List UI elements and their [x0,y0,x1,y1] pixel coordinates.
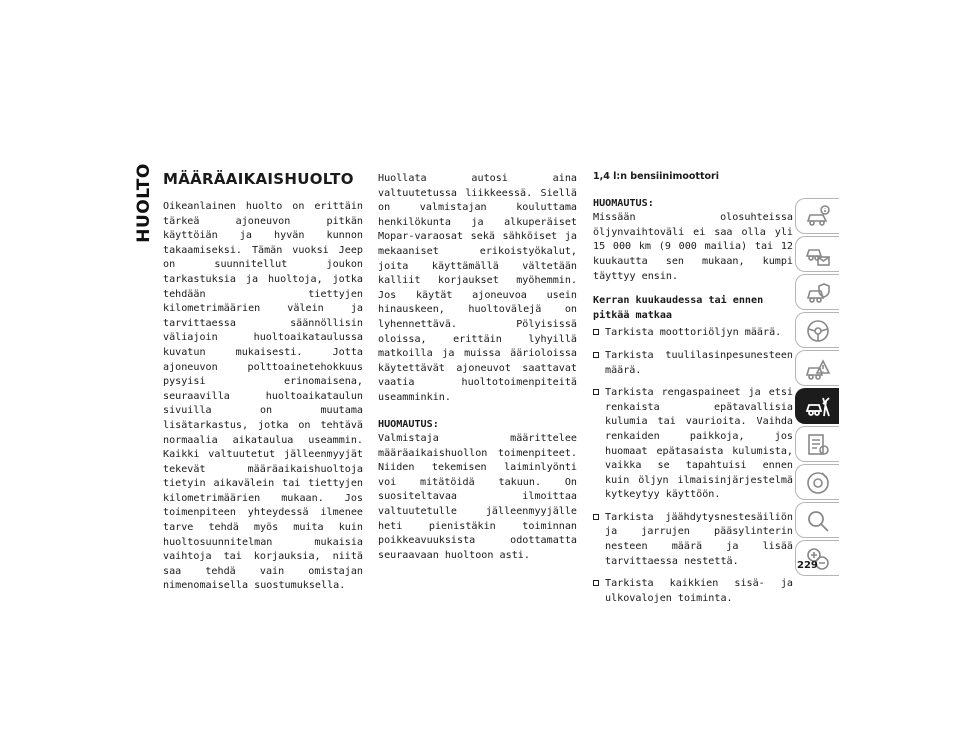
tab-car-safety[interactable] [795,274,839,310]
page-number: 229 [797,560,818,571]
section-side-tab-label: HUOLTO [134,163,154,243]
checklist-item: Tarkista kaikkien sisä- ja ulkovalojen toiminta. [593,577,793,606]
checkbox-icon [593,329,599,335]
tab-specifications[interactable] [795,426,839,462]
tab-index-search[interactable] [795,502,839,538]
tab-steering-wheel[interactable] [795,312,839,348]
column-2 [378,172,577,563]
car-info-icon [805,204,831,230]
car-safety-icon [805,280,831,306]
checklist-item: Tarkista jäähdytysnestesäiliön ja jarrujen pääsylinterin nesteen määrä ja lisää tarvittaessa nestettä. [593,511,793,569]
tab-car-maintenance[interactable] [795,388,839,424]
checkbox-icon [593,389,599,395]
steering-wheel-icon [805,318,831,344]
tab-multimedia[interactable] [795,464,839,500]
chapter-tab-rail [795,198,841,578]
car-message-icon [805,242,831,268]
note-paragraph: Valmistaja määrittelee määräaikaishuollon toimenpiteet. Niiden tekemisen laiminlyönti voi mitätöidä takuun. On suositeltavaa ilmoittaa valtuutetulle jälleenmyyjälle heti pienistäkin toiminnan poikkeavuuksista odottamatta seuraavaan huoltoon asti. [378,433,577,561]
tab-car-info[interactable] [795,198,839,234]
engine-subheading: 1,4 l:n bensiinimoottori [593,171,719,182]
column-1 [163,170,363,594]
column-3 [593,170,793,614]
checkbox-icon [593,580,599,586]
note-heading: HUOMAUTUS: [378,418,439,430]
checklist-item: Tarkista tuulilasinpesunesteen määrä. [593,349,793,378]
section-side-tab [131,163,157,243]
specifications-icon [805,432,831,458]
car-maintenance-icon [805,394,831,420]
checklist-heading: Kerran kuukaudessa tai ennen pitkää matkaa [593,295,764,321]
intro-paragraph: Oikeanlainen huolto on erittäin tärkeä ajoneuvon pitkän käyttöiän ja hyvän kunnon takaamiseksi. Tämän vuoksi Jeep on suunnitellut joukon tarkastuksia ja huoltoja, jotka tehdään tiettyjen kilometrimäärien välein ja tarvittaessa säännöllisin väliajoin huoltoaikataulussa kuvatun mukaisesti. Jotta ajoneuvon polttoainetehokkuus pysyisi erinomaisena, seuraavilla huoltoaikataulun sivuilla on muutama lisätarkastus, jotka on tehtävä normaalia aikataulua useammin. Kaikki valtuutetut jälleenmyyjät tekevät määräaikaishuoltoja tietyin aikavälein tai tiettyjen kilometrimäärien mukaan. Jos toimenpiteen yhteydessä ilmenee tarve tehdä myös muita kuin huoltosuunnitelman mukaisia vaihtoja tai korjauksia, niitä saa tehdä vain omistajan nimenomaisella suostumuksella. [163,201,363,592]
multimedia-icon [805,470,831,496]
checklist-item: Tarkista moottoriöljyn määrä. [593,326,793,341]
checklist [593,326,793,606]
index-search-icon [805,508,831,534]
checkbox-icon [593,514,599,520]
service-paragraph: Huollata autosi aina valtuutetussa liikkeessä. Siellä on valmistajan kouluttama henkilökunta ja alkuperäiset Mopar-varaosat sekä sähköiset ja mekaaniset erikoistyökalut, joita käyttämällä vältetään kalliit korjaukset myöhemmin. Jos käytät ajoneuvoa usein hinauskeen, huoltovälejä on lyhennettävä. Pölyisissä oloissa, erittäin lyhyillä matkoilla ja muissa äärioloissa käytettävät ajoneuvot saattavat vaatia huoltotoimenpiteitä useamminkin. [378,173,577,403]
oil-note-heading: HUOMAUTUS: [593,197,654,209]
page-title: MÄÄRÄAIKAISHUOLTO [163,170,354,188]
car-warning-icon [805,356,831,382]
tab-car-warning[interactable] [795,350,839,386]
checklist-item: Tarkista rengaspaineet ja etsi renkaista epätavallisia kulumia tai vaurioita. Vaihda renkaiden paikkoja, jos huomaat epätasaista kulumista, vaikka se tapahtuisi ennen kuin öljyn ilmaisinjärjestelmä kytkeytyy käyttöön. [593,386,793,503]
tab-car-message[interactable] [795,236,839,272]
checkbox-icon [593,352,599,358]
oil-note-paragraph: Missään olosuhteissa öljynvaihtoväli ei saa olla yli 15 000 km (9 000 mailia) tai 12 kuukautta sen mukaan, kumpi täyttyy ensin. [593,212,793,282]
